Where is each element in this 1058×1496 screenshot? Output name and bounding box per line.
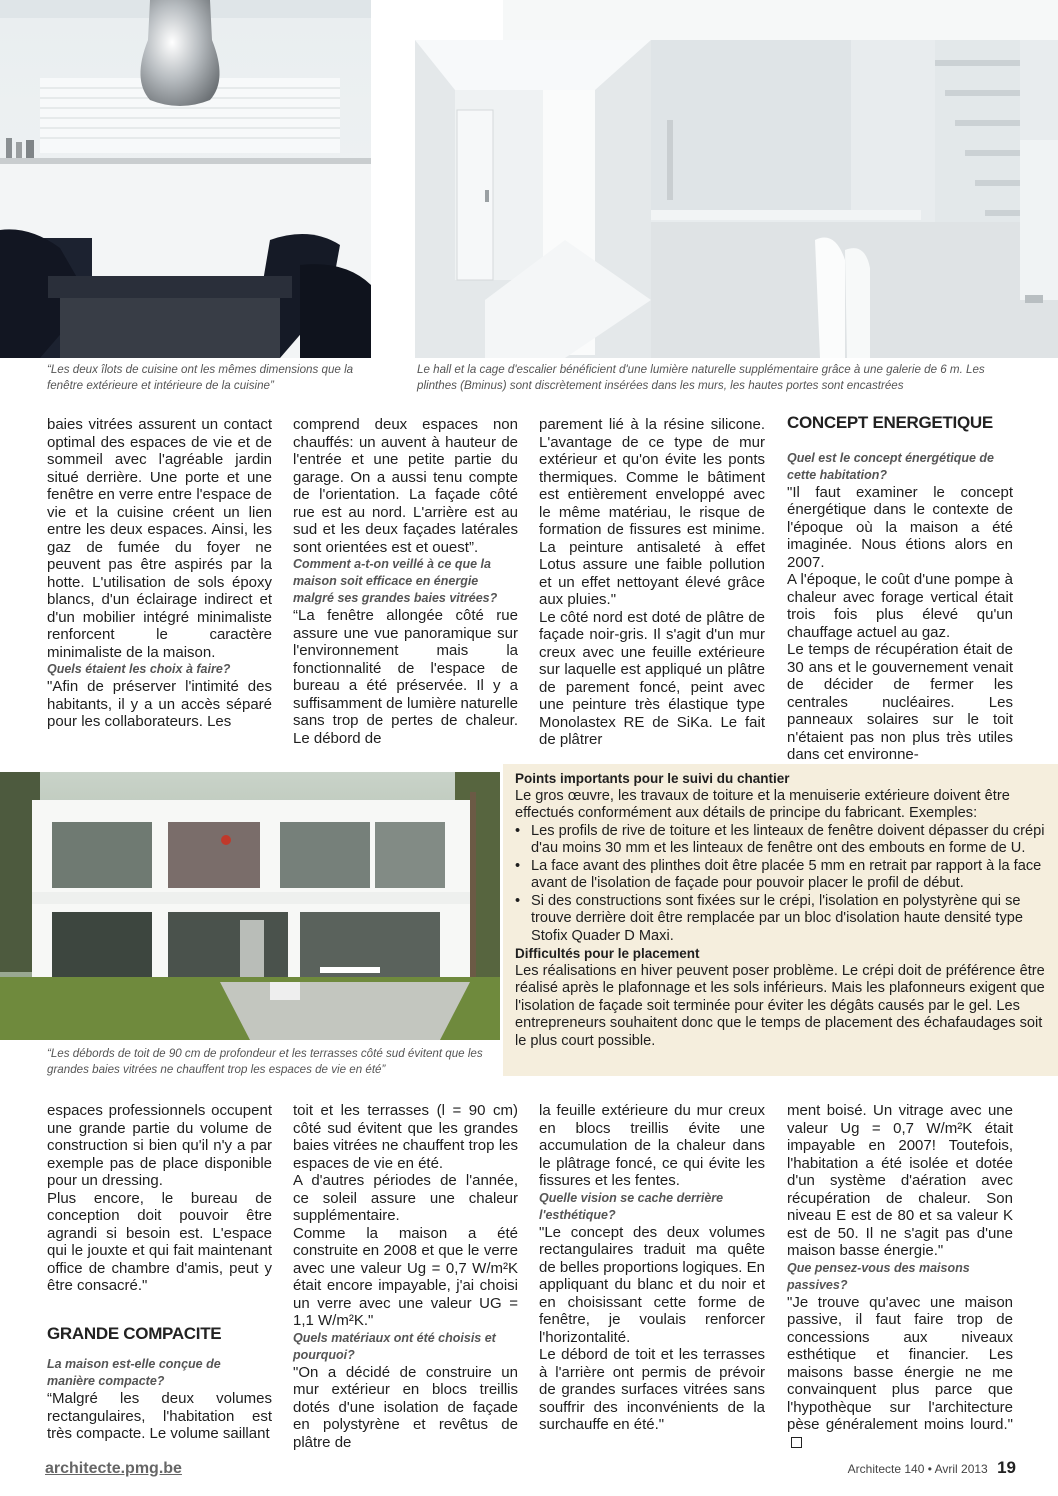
caption-dining-room: “Les deux îlots de cuisine ont les mêmes dimensions que la fenêtre extérieure et intérieure de la cuisine” — [47, 363, 354, 392]
paragraph: toit et les terrasses (l = 90 cm) côté sud évitent que les grandes baies vitrées ne chauffent trop les espaces de vie en été. — [293, 1102, 518, 1172]
paragraph: "Il faut examiner le concept énergétique dans le contexte de l'époque où la maison a été imaginée. Nous étions alors en 2007. — [787, 483, 1013, 571]
caption-hall-staircase: Le hall et la cage d'escalier bénéficient d'une lumière naturelle supplémentaire grâce à une galerie de 6 m. Les plinthes (Bminus) sont discrètement insérées dans les murs, les hautes portes sont encastrées — [417, 363, 985, 392]
photo-dining-room — [0, 0, 371, 358]
paragraph: “Malgré les deux volumes rectangulaires, l'habitation est très compacte. Le volume saillant — [47, 1390, 272, 1442]
photo-hall-staircase — [415, 0, 1058, 358]
paragraph: Plus encore, le bureau de conception doit pouvoir être agrandi si besoin est. L'espace qui le jouxte et qui fait maintenant office de chambre d'amis, peut y être consacré." — [47, 1189, 272, 1294]
lower-column-3 — [539, 1102, 765, 1434]
paragraph: "Afin de préserver l'intimité des habitants, il y a un accès séparé pour les collaborateurs. Les — [47, 678, 272, 730]
paragraph: ment boisé. Un vitrage avec une valeur Ug = 0,7 W/m²K était impayable en 2007! Toutefois, l'habitation a été isolée et dotée d'un système d'aération avec récupération de chaleur. Son niveau E est de 80 et sa valeur K est de 50. Il ne s'agit pas d'une maison basse énergie." — [787, 1102, 1013, 1259]
paragraph: “La fenêtre allongée côté rue assure une vue panoramique sur l'environnement mais la fonctionnalité de l'espace de bureau a été préservée. Il y a suffisamment de lumière naturelle sans trop de pertes de chaleur. Le débord de — [293, 607, 518, 747]
upper-column-1 — [47, 416, 272, 731]
lower-column-4 — [787, 1102, 1013, 1451]
interview-question: Quel est le concept énergétique de cette habitation? — [787, 450, 995, 482]
info-box-content — [515, 770, 1045, 1050]
paragraph: Le temps de récupération était de 30 ans et le gouvernement venait de décider de fermer les centrales nucléaires. Les panneaux solaires sur le toit n'étaient pas non plus très utiles dans cet environne- — [787, 641, 1013, 763]
caption-house-exterior: “Les débords de toit de 90 cm de profondeur et les terrasses côté sud évitent que les grandes baies vitrées ne chauffent trop les espaces de vie en été” — [47, 1047, 483, 1076]
footer-website-link[interactable]: architecte.pmg.be — [45, 1460, 182, 1477]
footer-issue-info — [848, 1458, 1016, 1478]
paragraph: baies vitrées assurent un contact optimal des espaces de vie et de sommeil avec l'agréable jardin situé derrière. Une porte et une fenêtre en verre entre l'espace de vie et la cuisine créent un lien entre les deux espaces. Ainsi, les gaz de fumée du foyer ne peuvent pas être aspirés par la hotte. L'utilisation de sols époxy blancs, d'un éclairage indirect et d'un mobilier intégré minimaliste renforcent le caractère minimaliste de la maison. — [47, 416, 272, 661]
page-number: 19 — [997, 1458, 1016, 1477]
paragraph: Le débord de toit et les terrasses à l'arrière ont permis de prévoir de grandes surfaces vitrées sans souffrir des inconvénients de la surchauffe en été." — [539, 1346, 765, 1433]
paragraph: "Le concept des deux volumes rectangulaires traduit ma quête de belles proportions logiques. En appliquant du blanc et du noir et en choisissant cette forme de fenêtre, je voulais renforcer l'horizontalité. — [539, 1223, 765, 1346]
box-heading: Points importants pour le suivi du chantier — [515, 771, 790, 786]
footer-issue: Architecte 140 • Avril 2013 — [847, 1462, 988, 1476]
upper-column-4 — [787, 414, 1013, 764]
lower-column-1 — [47, 1102, 272, 1443]
paragraph: parement lié à la résine silicone. L'avantage de ce type de mur extérieur et qu'on évite les ponts thermiques. Comme le bâtiment est entièrement enveloppé avec le même matériau, le risque de formation de fissures est minime. La peinture antisaleté à effet Lotus assure une faible pollution et un effet nettoyant élevé grâce aux pluies." — [539, 416, 765, 608]
interview-question: La maison est-elle conçue de manière compacte? — [47, 1357, 221, 1388]
box-bullet-item: • La face avant des plinthes doit être placée 5 mm en retrait par rapport à la face avant de l'isolation de façade pour pouvoir placer le profil de début. — [515, 858, 1045, 893]
paragraph-text: "Je trouve qu'avec une maison passive, il faut faire trop de concessions aux niveaux esthétique et financier. Les maisons basse énergie ne me convainquent plus parce que l'hypothèque sur l'architecture pèse généralement moins lourd." — [787, 1293, 1013, 1433]
end-of-article-icon — [791, 1437, 802, 1448]
upper-column-3 — [539, 416, 765, 749]
box-bullet-list — [515, 823, 1045, 946]
lower-column-2 — [293, 1102, 518, 1451]
box-heading: Difficultés pour le placement — [515, 946, 700, 961]
paragraph: espaces professionnels occupent une grande partie du volume de construction si bien qu'il n'y a par exemple pas de place disponible pour un dressing. — [47, 1102, 272, 1189]
paragraph — [787, 1294, 1013, 1452]
interview-question: Quels matériaux ont été choisis et pourquoi? — [293, 1330, 496, 1362]
box-paragraph: Les réalisations en hiver peuvent poser problème. Le crépi doit de préférence être réalisé après le plafonnage et les sols inférieurs. Mais les plafonneurs exigent que l'isolation de façade soit terminée pour éviter les dégâts causés par le gel. Les entrepreneurs souhaitent donc que le temps de placement des échafaudages soit le plus court possible. — [515, 962, 1045, 1049]
paragraph: Le côté nord est doté de plâtre de façade noir-gris. Il s'agit d'un mur creux avec une feuille extérieure sur laquelle est appliqué un plâtre de parement foncé, peint avec une peinture très élastique type Monolastex RE de SiKa. Le fait de plâtrer — [539, 608, 765, 748]
interview-question: Quelle vision se cache derrière l'esthétique? — [539, 1190, 724, 1222]
box-paragraph: Le gros œuvre, les travaux de toiture et la menuiserie extérieure doivent être effectués conformément aux détails de principe du fabricant. Exemples: — [515, 787, 1010, 821]
interview-question: Quels étaient les choix à faire? — [47, 662, 231, 676]
paragraph: "On a décidé de construire un mur extérieur en blocs treillis dotés d'une isolation de façade en polystyrène et revêtus de plâtre de — [293, 1363, 518, 1451]
interview-question: Que pensez-vous des maisons passives? — [787, 1260, 970, 1292]
upper-column-2 — [293, 416, 518, 747]
box-bullet-item: • Les profils de rive de toiture et les linteaux de fenêtre doivent dépasser du crépi d'au moins 30 mm et les linteaux de fenêtre ont des embouts en forme de U. — [515, 823, 1045, 858]
paragraph: Comme la maison a été construite en 2008 et que le verre avec une valeur Ug = 0,7 W/m²K était encore impayable, j'ai choisi un verre avec une valeur UG = 1,1 W/m²K." — [293, 1224, 518, 1329]
paragraph: la feuille extérieure du mur creux en blocs treillis évite une accumulation de la chaleur dans le plâtrage foncé, ce qui évite les fissures et les fentes. — [539, 1102, 765, 1189]
section-heading: GRANDE COMPACITE — [47, 1323, 222, 1343]
photo-house-exterior — [0, 772, 500, 1040]
info-box — [503, 764, 1058, 1076]
interview-question: Comment a-t-on veillé à ce que la maison soit efficace en énergie malgré ses grandes baies vitrées? — [293, 557, 498, 605]
paragraph: A d'autres périodes de l'année, ce soleil assure une chaleur supplémentaire. — [293, 1172, 518, 1224]
section-heading: CONCEPT ENERGETIQUE — [787, 413, 993, 432]
paragraph: comprend deux espaces non chauffés: un auvent à hauteur de l'entrée et une petite partie du garage. On a aussi tenu compte de l'orientation. La façade côté rue est au nord. L'arrière est au sud et les deux façades latérales sont orientées est et ouest”. — [293, 416, 518, 556]
box-bullet-item: • Si des constructions sont fixées sur le crépi, l'isolation en polystyrène qui se trouve derrière doit être remplacée par un bloc d'isolation haute densité type Stofix Quader D Maxi. — [515, 893, 1045, 946]
paragraph: A l'époque, le coût d'une pompe à chaleur avec forage vertical était trois fois plus élevé qu'un chauffage actuel au gaz. — [787, 571, 1013, 641]
